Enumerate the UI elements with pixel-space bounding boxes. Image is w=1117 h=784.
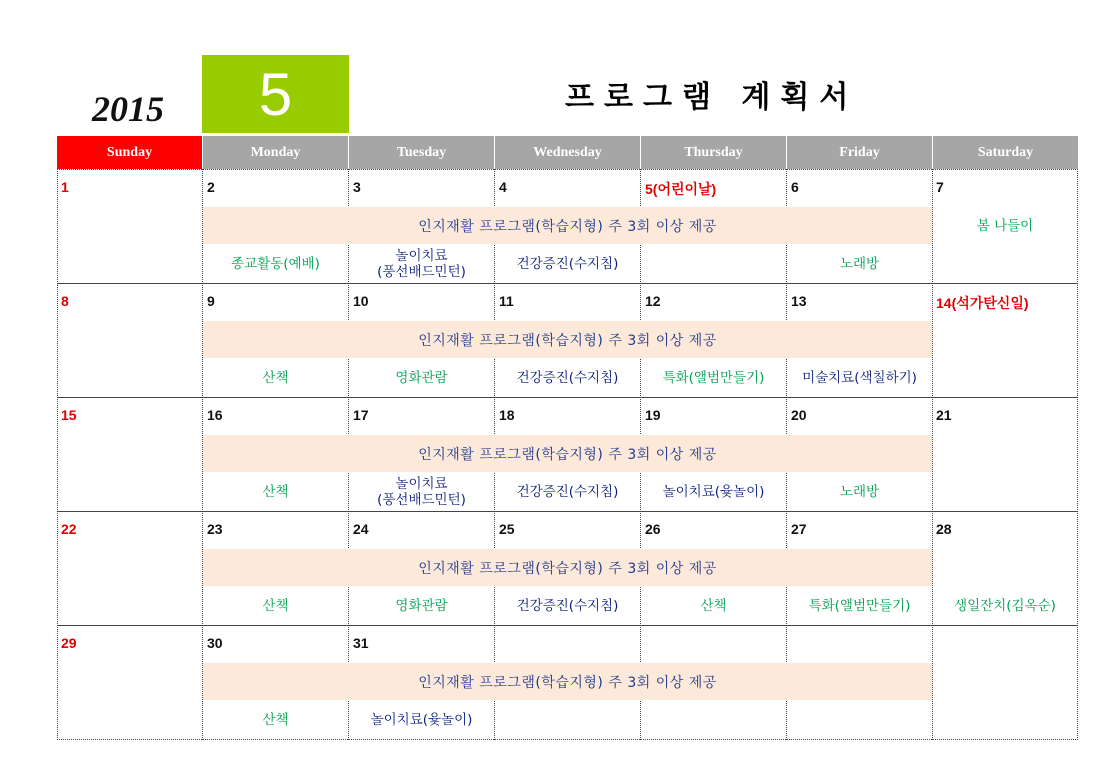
weekday-wednesday: Wednesday bbox=[495, 136, 640, 169]
activity: 놀이치료(윷놀이) bbox=[662, 484, 765, 500]
week-divider bbox=[57, 397, 1078, 398]
weekday-monday: Monday bbox=[203, 136, 348, 169]
activity: 건강증진(수지침) bbox=[516, 484, 619, 500]
date-cell: 27 bbox=[791, 521, 807, 537]
activity: 특화(앨범만들기) bbox=[808, 598, 911, 614]
activity: 산책 bbox=[262, 712, 289, 728]
year-label: 2015 bbox=[92, 89, 164, 129]
grid-line bbox=[1077, 169, 1078, 740]
weekday-saturday: Saturday bbox=[933, 136, 1078, 169]
date-cell: 23 bbox=[207, 521, 223, 537]
activity: 노래방 bbox=[839, 484, 880, 500]
date-cell: 2 bbox=[207, 179, 215, 195]
grid-line bbox=[932, 169, 933, 740]
date-cell: 22 bbox=[61, 521, 77, 537]
week-divider bbox=[57, 625, 1078, 626]
grid-line bbox=[57, 169, 58, 740]
date-cell: 29 bbox=[61, 635, 77, 651]
date-cell: 9 bbox=[207, 293, 215, 309]
date-cell: 8 bbox=[61, 293, 69, 309]
date-cell: 28 bbox=[936, 521, 952, 537]
week-divider bbox=[57, 283, 1078, 284]
activity: 건강증진(수지침) bbox=[516, 598, 619, 614]
date-cell: 17 bbox=[353, 407, 369, 423]
activity-line: (풍선배드민턴) bbox=[377, 492, 466, 508]
program-band: 인지재활 프로그램(학습지형) 주 3회 이상 제공 bbox=[203, 549, 932, 586]
activity: 미술치료(색칠하기) bbox=[802, 370, 917, 386]
date-cell: 4 bbox=[499, 179, 507, 195]
date-cell: 10 bbox=[353, 293, 369, 309]
date-cell: 24 bbox=[353, 521, 369, 537]
date-cell: 21 bbox=[936, 407, 952, 423]
weekday-sunday: Sunday bbox=[57, 136, 202, 169]
weekday-tuesday: Tuesday bbox=[349, 136, 494, 169]
activity: 종교활동(예배) bbox=[231, 256, 320, 272]
activity: 생일잔치(김옥순) bbox=[954, 598, 1056, 614]
weekday-thursday: Thursday bbox=[641, 136, 786, 169]
date-cell: 3 bbox=[353, 179, 361, 195]
activity: 산책 bbox=[262, 484, 289, 500]
date-cell: 7 bbox=[936, 179, 944, 195]
activity: 산책 bbox=[700, 598, 727, 614]
activity: 특화(앨범만들기) bbox=[662, 370, 765, 386]
calendar-grid bbox=[57, 169, 1078, 740]
date-cell: 26 bbox=[645, 521, 661, 537]
date-cell: 6 bbox=[791, 179, 799, 195]
activity: 영화관람 bbox=[395, 370, 448, 386]
date-cell: 20 bbox=[791, 407, 807, 423]
activity: 노래방 bbox=[839, 256, 880, 272]
date-cell: 30 bbox=[207, 635, 223, 651]
activity: 놀이치료(윷놀이) bbox=[370, 712, 473, 728]
week-divider bbox=[57, 511, 1078, 512]
activity: 건강증진(수지침) bbox=[516, 256, 619, 272]
program-band: 인지재활 프로그램(학습지형) 주 3회 이상 제공 bbox=[203, 207, 932, 244]
date-cell: 25 bbox=[499, 521, 515, 537]
month-badge: 5 bbox=[202, 55, 349, 133]
activity-line: 놀이치료 bbox=[395, 248, 448, 264]
date-cell: 1 bbox=[61, 179, 69, 195]
grid-line bbox=[57, 169, 1078, 170]
date-cell-holiday: 5(어린이날) bbox=[645, 181, 717, 197]
weekday-header bbox=[57, 136, 1078, 169]
activity: 건강증진(수지침) bbox=[516, 370, 619, 386]
activity bbox=[349, 473, 494, 511]
grid-line bbox=[57, 739, 1078, 740]
activity-line: 놀이치료 bbox=[395, 476, 448, 492]
activity: 봄 나들이 bbox=[976, 217, 1034, 234]
date-cell: 13 bbox=[791, 293, 807, 309]
date-cell: 31 bbox=[353, 635, 369, 651]
activity-line: (풍선배드민턴) bbox=[377, 264, 466, 280]
activity: 산책 bbox=[262, 370, 289, 386]
date-cell: 11 bbox=[499, 293, 514, 309]
program-band: 인지재활 프로그램(학습지형) 주 3회 이상 제공 bbox=[203, 321, 932, 358]
program-band: 인지재활 프로그램(학습지형) 주 3회 이상 제공 bbox=[203, 435, 932, 472]
date-cell-holiday: 14(석가탄신일) bbox=[936, 295, 1029, 311]
page-title: 프로그램 계획서 bbox=[565, 80, 859, 115]
date-cell: 19 bbox=[645, 407, 661, 423]
activity: 산책 bbox=[262, 598, 289, 614]
program-band: 인지재활 프로그램(학습지형) 주 3회 이상 제공 bbox=[203, 663, 932, 700]
date-cell: 16 bbox=[207, 407, 223, 423]
activity: 영화관람 bbox=[395, 598, 448, 614]
date-cell: 18 bbox=[499, 407, 515, 423]
date-cell: 15 bbox=[61, 407, 77, 423]
date-cell: 12 bbox=[645, 293, 661, 309]
activity bbox=[349, 245, 494, 283]
weekday-friday: Friday bbox=[787, 136, 932, 169]
